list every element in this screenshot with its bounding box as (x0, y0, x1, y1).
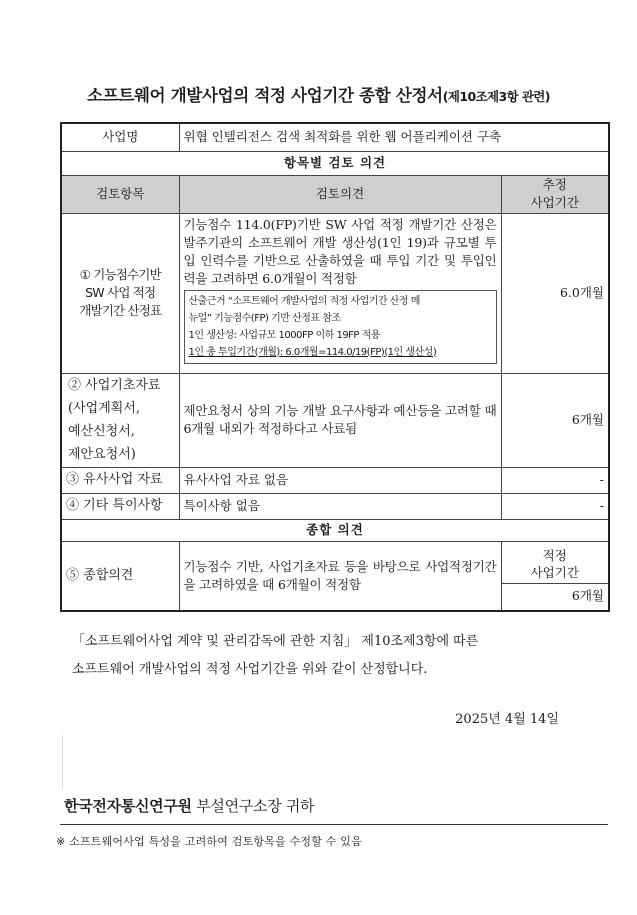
scan-artifact (62, 735, 69, 790)
period-value: - (501, 493, 609, 519)
table-row (61, 467, 609, 493)
summary-section-row (61, 519, 609, 541)
table-header-row (61, 175, 609, 213)
statement-line: 소프트웨어 개발사업의 적정 사업기간을 위와 같이 산정합니다. (72, 662, 428, 677)
review-item-similar: ③ 유사사업 자료 (61, 467, 179, 493)
period-value: 6개월 (501, 373, 609, 467)
recipient (64, 795, 314, 816)
summary-period-label: 적정 사업기간 (502, 547, 609, 584)
summary-row (61, 541, 609, 611)
period-value: 6.0개월 (501, 213, 609, 373)
summary-section-heading: 종합 의견 (61, 519, 609, 541)
header-estimated-period: 추정 사업기간 (501, 175, 609, 213)
table-row (61, 213, 609, 373)
footnote: ※ 소프트웨어사업 특성을 고려하여 검토항목을 수정할 수 있음 (56, 835, 362, 848)
recipient-org: 한국전자통신연구원 (64, 797, 192, 815)
review-item-other: ④ 기타 특이사항 (61, 493, 179, 519)
review-opinion-similar: 유사사업 자료 없음 (179, 467, 501, 493)
statement (72, 628, 592, 684)
calculation-basis-box (184, 290, 497, 364)
project-row (61, 123, 609, 151)
project-label: 사업명 (61, 123, 179, 151)
table-row (61, 493, 609, 519)
footer-divider (60, 824, 608, 825)
review-opinion-other: 특이사항 없음 (179, 493, 501, 519)
basis-line: 1인 총 투입기간(개월): 6.0개월=114.0/19(FP)(1인 생산성) (188, 346, 437, 358)
header-review-opinion: 검토의견 (179, 175, 501, 213)
summary-period-value: 6개월 (571, 587, 604, 603)
summary-period-cell (501, 541, 609, 611)
recipient-title: 부설연구소장 (196, 797, 282, 815)
review-section-heading: 항목별 검토 의견 (61, 151, 609, 175)
summary-item: ⑤ 종합의견 (61, 541, 179, 611)
review-section-row (61, 151, 609, 175)
period-value: - (501, 467, 609, 493)
issue-date: 2025년 4월 14일 (455, 712, 559, 727)
summary-opinion: 기능점수 기반, 사업기초자료 등을 바탕으로 사업적정기간을 고려하였을 때 6개월이 적정함 (179, 541, 501, 611)
basis-line: 뉴얼” 기능점수(FP) 기반 산정표 참조 (188, 312, 341, 324)
review-opinion-fp (179, 213, 501, 373)
review-item-fp: ① 기능점수기반 SW 사업 적정 개발기간 산정표 (61, 213, 179, 373)
document-title (0, 82, 637, 106)
basis-line: 산출근거 “소프트웨어 개발사업의 적정 사업기간 산정 메 (188, 295, 420, 307)
basis-line: 1인 생산성: 사업규모 1000FP 이하 19FP 적용 (188, 329, 380, 341)
recipient-suffix: 귀하 (285, 797, 315, 815)
header-review-item: 검토항목 (61, 175, 179, 213)
assessment-table (60, 122, 610, 612)
review-item-basic-docs: ② 사업기초자료 (사업계획서, 예산신청서, 제안요청서) (61, 373, 179, 467)
opinion-text: 기능점수 114.0(FP)기반 SW 사업 적정 개발기간 산정은 발주기관의 소프트웨어 개발 생산성(1인 19)과 규모별 투입 인력수를 기반으로 산출하였을 때 투입 기간 및 투입인력을 고려하면 6.0개월이 적정함 (183, 216, 497, 286)
document-title-main: 소프트웨어 개발사업의 적정 사업기간 종합 산정서 (87, 86, 443, 105)
review-opinion-basic-docs: 제안요청서 상의 기능 개발 요구사항과 예산등을 고려할 때 6개월 내외가 적정하다고 사료됨 (179, 373, 501, 467)
project-name: 위협 인텔리전스 검색 최적화를 위한 웹 어플리케이션 구축 (179, 123, 609, 151)
table-row (61, 373, 609, 467)
statement-line: 「소프트웨어사업 계약 및 관리감독에 관한 지침」 제10조제3항에 따른 (72, 634, 479, 649)
document-title-sub: (제10조제3항 관련) (442, 89, 550, 104)
